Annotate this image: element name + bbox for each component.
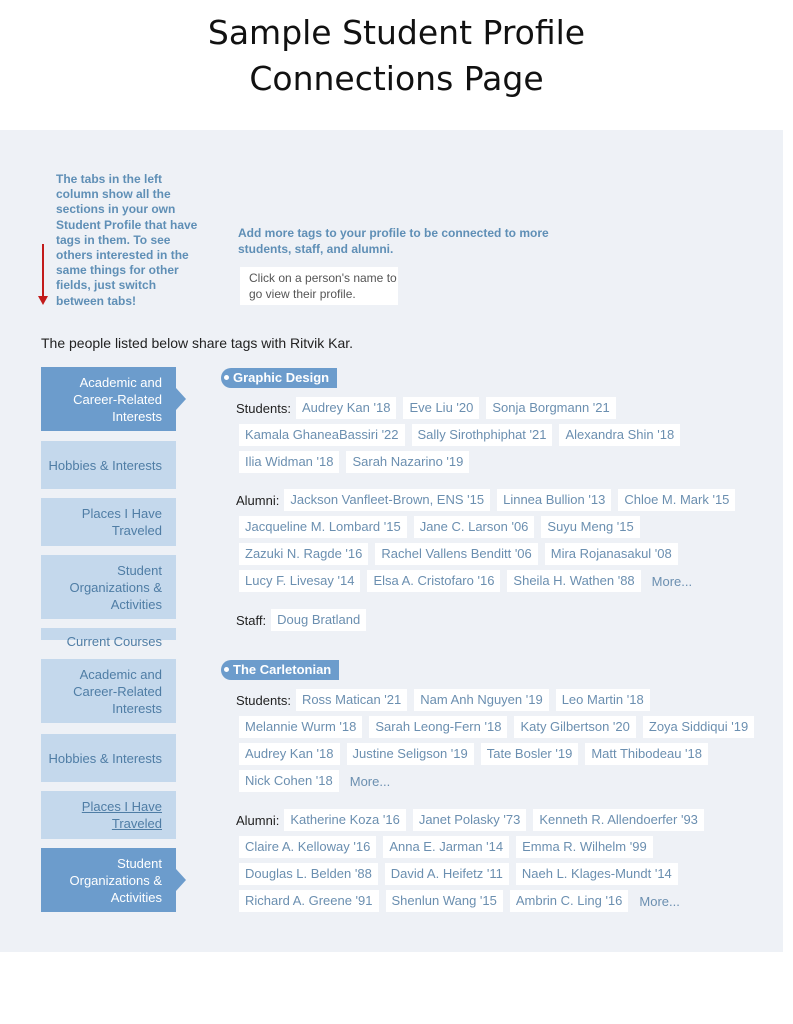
person-link[interactable]: Kamala GhaneaBassiri '22 xyxy=(239,424,405,446)
more-link[interactable]: More... xyxy=(651,573,693,589)
add-tags-hint: Add more tags to your profile to be connected to more students, staff, and alumni. xyxy=(238,226,549,256)
person-link[interactable]: Ilia Widman '18 xyxy=(239,451,339,473)
person-link[interactable]: Douglas L. Belden '88 xyxy=(239,863,378,885)
person-link[interactable]: Ross Matican '21 xyxy=(296,689,407,711)
alumni-label: Alumni: xyxy=(236,812,280,828)
person-link[interactable]: Sarah Leong-Fern '18 xyxy=(369,716,507,738)
person-link[interactable]: Naeh L. Klages-Mundt '14 xyxy=(516,863,678,885)
person-link[interactable]: Emma R. Wilhelm '99 xyxy=(516,836,653,858)
alumni-label: Alumni: xyxy=(236,492,280,508)
person-link[interactable]: Suyu Meng '15 xyxy=(541,516,639,538)
students-row xyxy=(236,689,657,711)
tab-label: Hobbies & Interests xyxy=(48,457,162,473)
students-label: Students: xyxy=(236,692,291,708)
person-link[interactable]: Melannie Wurm '18 xyxy=(239,716,362,738)
tab-label: Current Courses xyxy=(66,634,162,649)
tab-places-traveled-2[interactable] xyxy=(41,791,176,839)
person-link[interactable]: Eve Liu '20 xyxy=(403,397,479,419)
down-arrow-icon xyxy=(42,244,44,298)
person-link[interactable]: Jackson Vanfleet-Brown, ENS '15 xyxy=(284,489,490,511)
tab-academic-career-2[interactable] xyxy=(41,659,176,723)
person-link[interactable]: Justine Seligson '19 xyxy=(347,743,474,765)
tab-label: Academic and Career-Related Interests xyxy=(73,666,162,716)
tab-hobbies[interactable] xyxy=(41,441,176,489)
person-link[interactable]: Mira Rojanasakul '08 xyxy=(545,543,678,565)
person-link[interactable]: Kenneth R. Allendoerfer '93 xyxy=(533,809,704,831)
person-link[interactable]: Ambrin C. Ling '16 xyxy=(510,890,629,912)
tag-title-carletonian: The Carletonian xyxy=(221,660,339,680)
tab-academic-career[interactable] xyxy=(41,367,176,431)
person-link[interactable]: Linnea Bullion '13 xyxy=(497,489,611,511)
alumni-row xyxy=(239,890,680,912)
person-link[interactable]: Alexandra Shin '18 xyxy=(559,424,680,446)
more-link[interactable]: More... xyxy=(639,893,680,909)
person-link[interactable]: Doug Bratland xyxy=(271,609,366,631)
students-row xyxy=(236,397,623,419)
person-link[interactable]: Tate Bosler '19 xyxy=(481,743,579,765)
alumni-row xyxy=(239,836,660,858)
person-link[interactable]: Nick Cohen '18 xyxy=(239,770,339,792)
person-link[interactable]: Audrey Kan '18 xyxy=(239,743,340,765)
tab-student-organizations[interactable] xyxy=(41,555,176,619)
tab-label: Places I Have Traveled xyxy=(81,506,162,538)
person-link[interactable]: Zazuki N. Ragde '16 xyxy=(239,543,368,565)
shared-tags-intro: The people listed below share tags with Ritvik Kar. xyxy=(41,335,354,351)
person-link[interactable]: Sheila H. Wathen '88 xyxy=(507,570,640,592)
person-link[interactable]: Audrey Kan '18 xyxy=(296,397,397,419)
tab-current-courses[interactable] xyxy=(41,628,176,649)
person-link[interactable]: Janet Polasky '73 xyxy=(413,809,527,831)
tab-label: Student Organizations & Activities xyxy=(69,855,162,905)
connections-panel xyxy=(0,130,783,952)
tab-places-traveled[interactable] xyxy=(41,498,176,546)
alumni-row xyxy=(236,489,742,511)
click-name-hint: Click on a person's name to go view their profile. xyxy=(240,267,398,305)
students-row xyxy=(239,424,687,446)
person-link[interactable]: Katherine Koza '16 xyxy=(284,809,405,831)
person-link[interactable]: Chloe M. Mark '15 xyxy=(618,489,735,511)
person-link[interactable]: Jane C. Larson '06 xyxy=(414,516,535,538)
person-link[interactable]: Anna E. Jarman '14 xyxy=(383,836,509,858)
alumni-row xyxy=(236,809,711,831)
more-link[interactable]: More... xyxy=(349,773,391,789)
students-row xyxy=(239,743,715,765)
students-row xyxy=(239,716,761,738)
person-link[interactable]: Jacqueline M. Lombard '15 xyxy=(239,516,407,538)
person-link[interactable]: Elsa A. Cristofaro '16 xyxy=(367,570,500,592)
page-title-line-2: Connections Page xyxy=(249,59,544,98)
students-row xyxy=(239,770,390,792)
tag-title-graphic-design: Graphic Design xyxy=(221,368,337,388)
alumni-row xyxy=(239,516,647,538)
alumni-row xyxy=(239,863,685,885)
person-link[interactable]: Lucy F. Livesay '14 xyxy=(239,570,360,592)
tab-hobbies-2[interactable] xyxy=(41,734,176,782)
staff-row xyxy=(236,609,373,631)
person-link[interactable]: Nam Anh Nguyen '19 xyxy=(414,689,548,711)
person-link[interactable]: Richard A. Greene '91 xyxy=(239,890,379,912)
tab-label: Student Organizations & Activities xyxy=(69,562,162,612)
page-title-line-1: Sample Student Profile xyxy=(207,13,586,52)
person-link[interactable]: Rachel Vallens Benditt '06 xyxy=(375,543,537,565)
annotation-note: The tabs in the left column show all the sections in your own Student Profile that have tags in them. To see others interested in the same things for other fields, just switch between tabs! xyxy=(56,172,198,308)
person-link[interactable]: Sally Sirothphiphat '21 xyxy=(412,424,553,446)
tab-label: Academic and Career-Related Interests xyxy=(73,374,162,424)
tab-student-organizations-2[interactable] xyxy=(41,848,176,912)
person-link[interactable]: Katy Gilbertson '20 xyxy=(514,716,635,738)
person-link[interactable]: Claire A. Kelloway '16 xyxy=(239,836,376,858)
person-link[interactable]: David A. Heifetz '11 xyxy=(385,863,509,885)
person-link[interactable]: Matt Thibodeau '18 xyxy=(585,743,708,765)
person-link[interactable]: Shenlun Wang '15 xyxy=(386,890,503,912)
arrow-head-icon xyxy=(38,296,48,305)
alumni-row xyxy=(239,543,685,565)
students-label: Students: xyxy=(236,400,291,416)
tab-label: Hobbies & Interests xyxy=(48,750,162,766)
tab-label: Places I Have Traveled xyxy=(81,799,162,831)
students-row xyxy=(239,451,476,473)
staff-label: Staff: xyxy=(236,612,267,628)
person-link[interactable]: Sarah Nazarino '19 xyxy=(346,451,469,473)
person-link[interactable]: Sonja Borgmann '21 xyxy=(486,397,615,419)
person-link[interactable]: Leo Martin '18 xyxy=(556,689,650,711)
person-link[interactable]: Zoya Siddiqui '19 xyxy=(643,716,754,738)
alumni-row xyxy=(239,570,692,592)
